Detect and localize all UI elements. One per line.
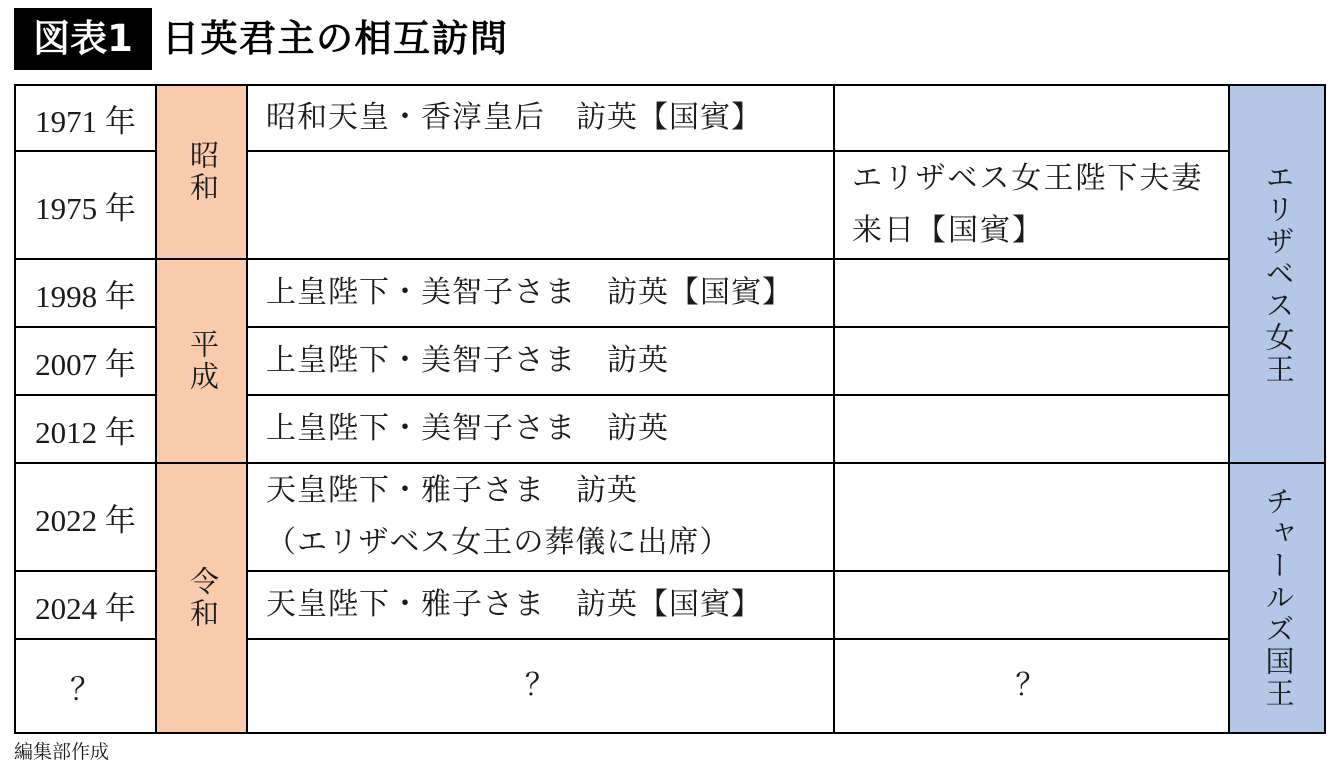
year-cell <box>16 152 157 260</box>
japan-to-uk-visit-cell <box>248 86 835 152</box>
year-label: 1975 年 <box>35 190 136 226</box>
uk-to-japan-visit-cell <box>835 152 1230 260</box>
uk-to-japan-visit-cell <box>835 572 1230 640</box>
japan-to-uk-visit-cell <box>248 572 835 640</box>
visit-text-line: 上皇陛下・美智子さま 訪英【国賓】 <box>266 276 793 309</box>
year-label: 1971 年 <box>35 103 136 139</box>
japan-to-uk-visit-cell <box>248 464 835 572</box>
year-cell <box>16 260 157 328</box>
year-cell <box>16 396 157 464</box>
uk-to-japan-visit-cell <box>835 260 1230 328</box>
era-cell <box>157 86 248 260</box>
monarch-label: チャールズ国王 <box>1261 486 1294 710</box>
visit-text <box>1016 660 1048 712</box>
visit-text <box>266 465 730 569</box>
year-label: 2024 年 <box>35 590 136 626</box>
uk-to-japan-visit-cell <box>835 328 1230 396</box>
visit-text-line: 天皇陛下・雅子さま 訪英【国賓】 <box>266 588 762 621</box>
figure-label: 図表1 <box>14 8 152 70</box>
year-cell <box>16 572 157 640</box>
visit-text-line: 上皇陛下・美智子さま 訪英 <box>266 412 669 445</box>
visit-text <box>266 92 762 144</box>
year-label: 1998 年 <box>35 278 136 314</box>
uk-to-japan-visit-cell <box>835 464 1230 572</box>
era-label: 令和 <box>186 566 218 630</box>
era-cell <box>157 464 248 734</box>
visit-text <box>852 153 1203 257</box>
japan-to-uk-visit-cell <box>248 260 835 328</box>
source-note: 編集部作成 <box>14 741 110 763</box>
era-label: 平成 <box>186 329 218 393</box>
japan-to-uk-visit-cell <box>248 640 835 734</box>
uk-to-japan-visit-cell <box>835 640 1230 734</box>
year-cell <box>16 86 157 152</box>
monarch-label: エリザベス女王 <box>1261 162 1294 386</box>
year-label: 2007 年 <box>35 346 136 382</box>
visit-text <box>266 335 669 387</box>
visit-text <box>266 267 793 319</box>
visit-text <box>266 403 669 455</box>
era-cell <box>157 260 248 464</box>
visit-text-line: 天皇陛下・雅子さま 訪英 <box>266 474 638 507</box>
japan-to-uk-visit-cell <box>248 396 835 464</box>
visit-text-line: ？ <box>1015 669 1048 702</box>
uk-monarch-cell <box>1230 86 1326 464</box>
visit-text <box>525 660 556 712</box>
visit-text-line: ？ <box>525 669 556 702</box>
japan-to-uk-visit-cell <box>248 328 835 396</box>
visit-text-line: 昭和天皇・香淳皇后 訪英【国賓】 <box>266 101 762 134</box>
year-label: ？ <box>70 671 101 707</box>
visit-text-line: エリザベス女王陛下夫妻 <box>852 162 1204 195</box>
figure-title: 日英君主の相互訪問 <box>162 17 509 60</box>
visit-text-line: 上皇陛下・美智子さま 訪英 <box>266 344 669 377</box>
uk-to-japan-visit-cell <box>835 396 1230 464</box>
year-cell <box>16 464 157 572</box>
uk-to-japan-visit-cell <box>835 86 1230 152</box>
year-cell <box>16 328 157 396</box>
visit-text-line: （エリザベス女王の葬儀に出席） <box>266 526 731 559</box>
year-label: 2022 年 <box>35 502 136 538</box>
year-cell <box>16 640 157 734</box>
visit-text <box>266 579 762 631</box>
japan-to-uk-visit-cell <box>248 152 835 260</box>
visits-table <box>14 84 1326 734</box>
uk-monarch-cell <box>1230 464 1326 734</box>
year-label: 2012 年 <box>35 414 136 450</box>
era-label: 昭和 <box>186 140 218 204</box>
visit-text-line: 来日【国賓】 <box>852 214 1044 247</box>
